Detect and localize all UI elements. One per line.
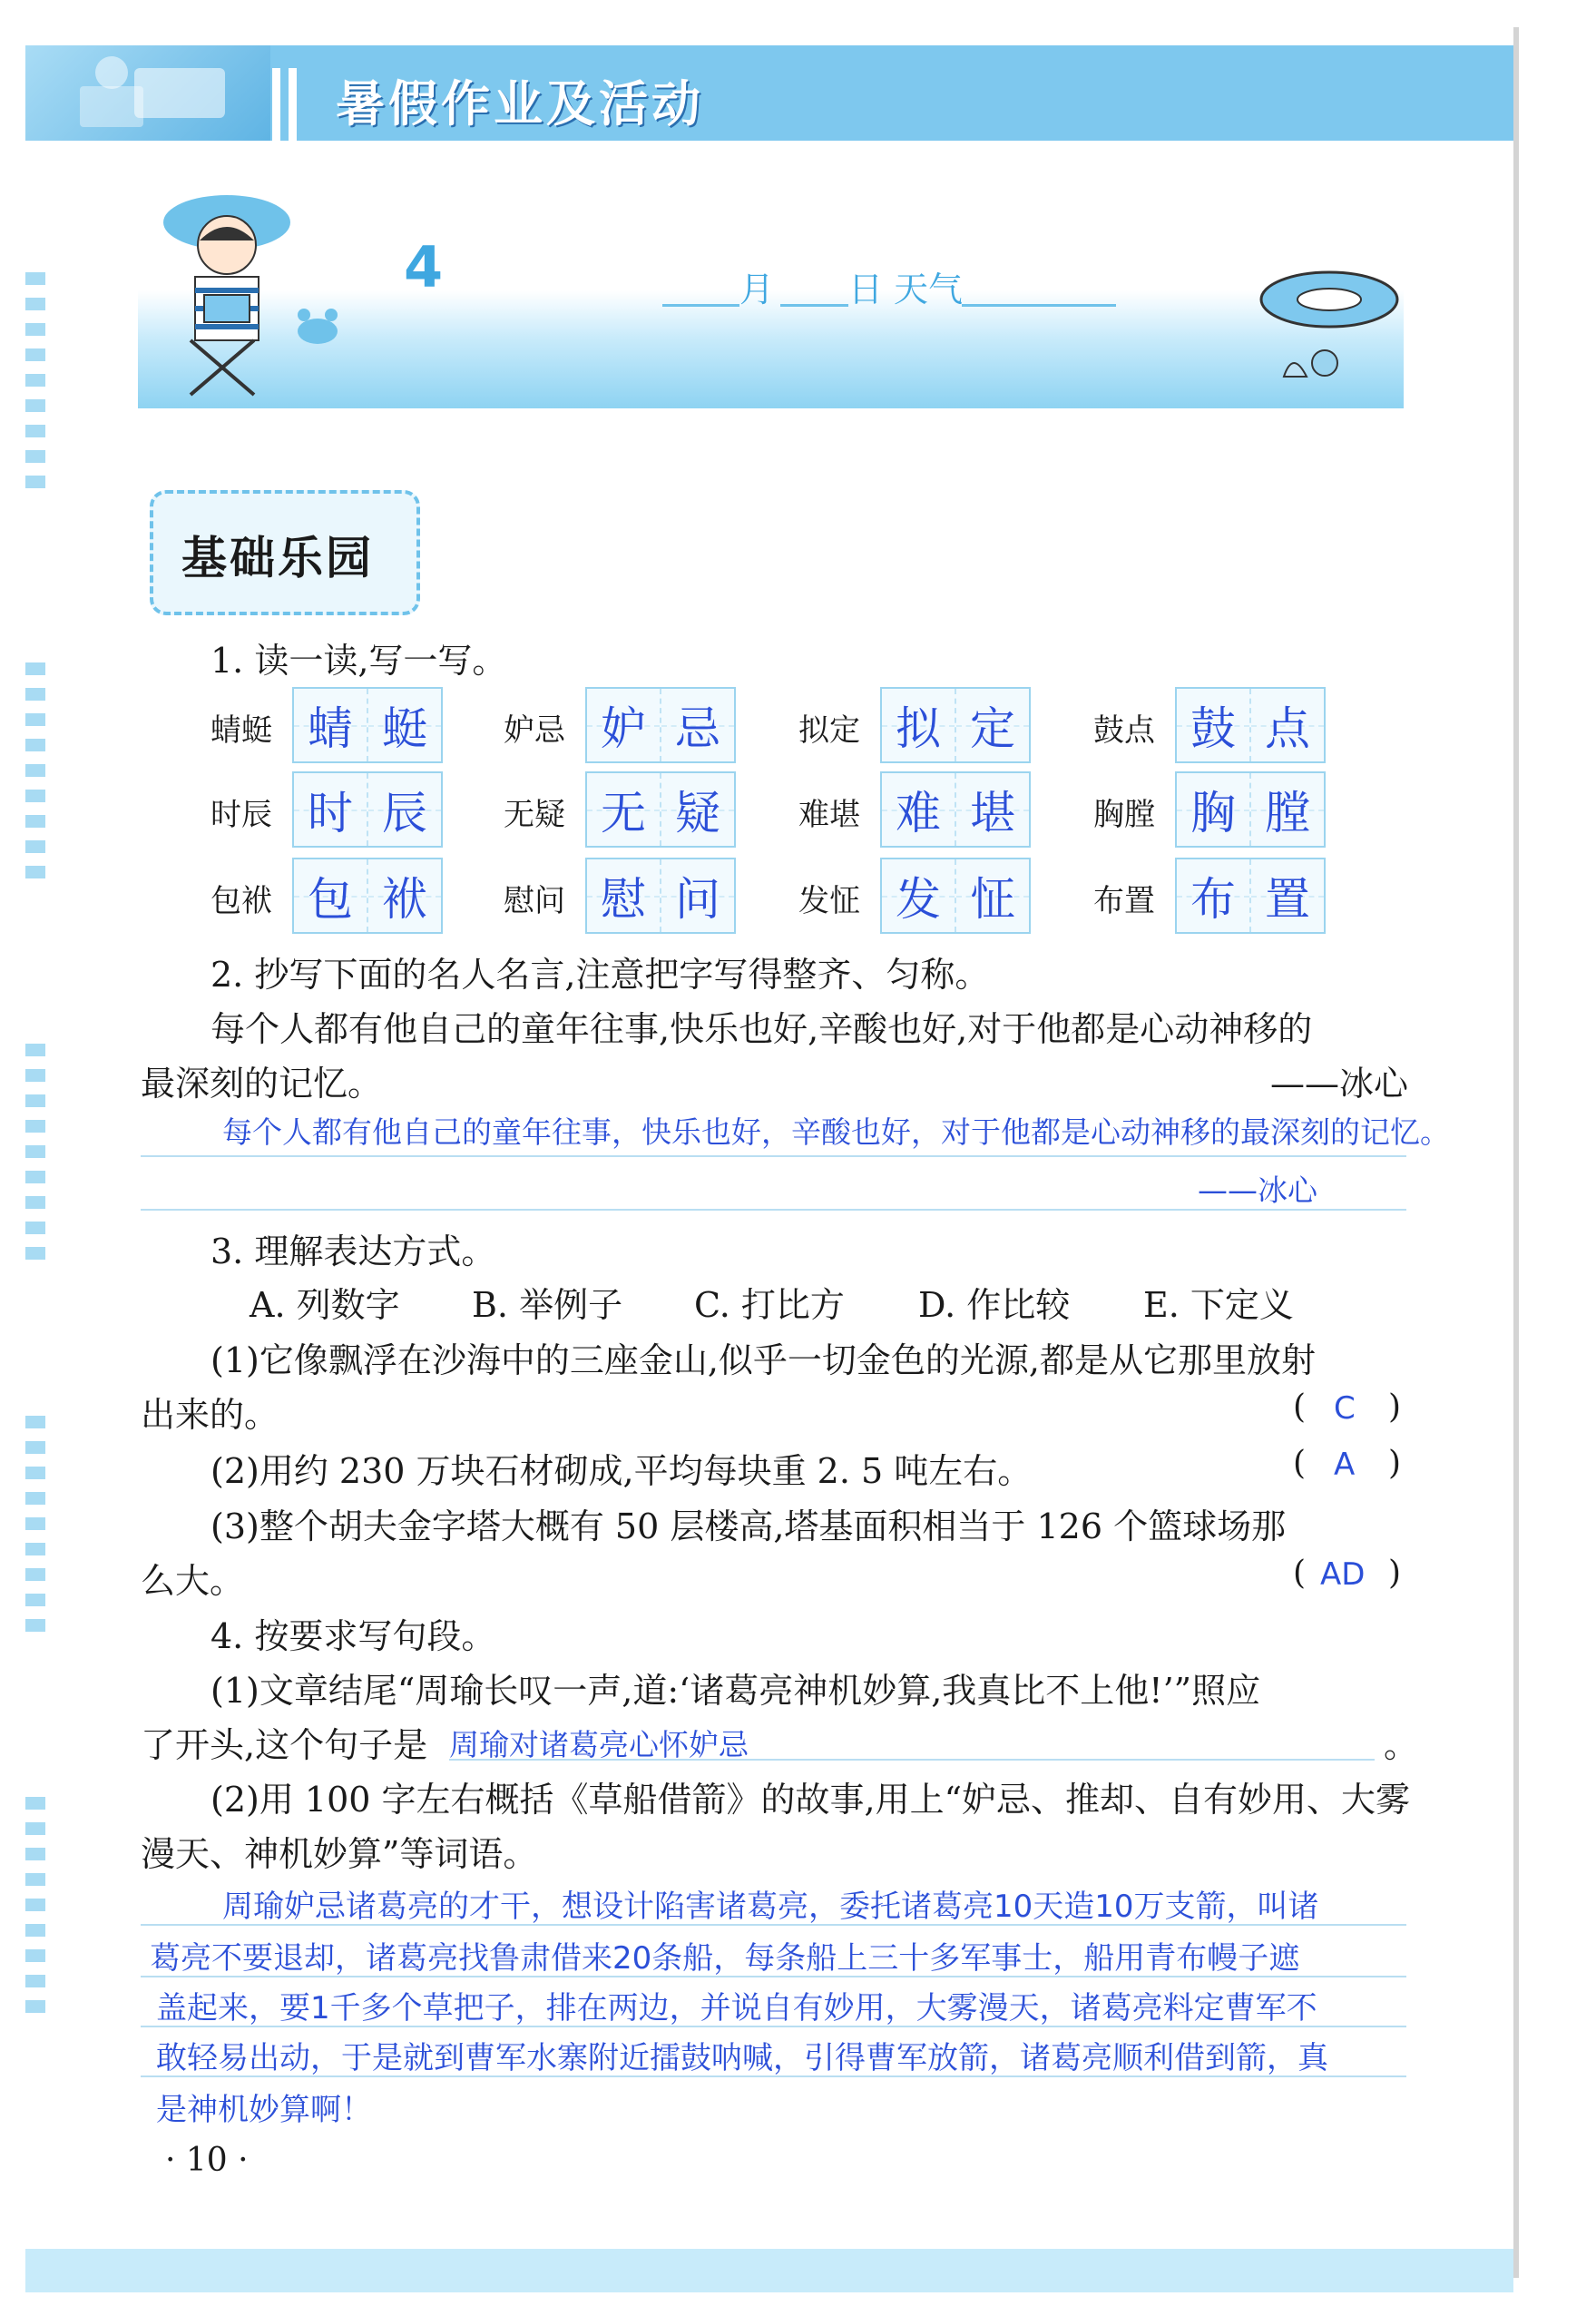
lesson-number: 4 (404, 234, 444, 300)
writing-grid[interactable] (880, 858, 1031, 934)
grid-cell[interactable] (587, 689, 661, 761)
margin-decoration (25, 272, 45, 490)
q3-item-1-answer[interactable]: C (1334, 1390, 1356, 1427)
grid-cell[interactable] (956, 773, 1029, 846)
written-character: 置 (1265, 873, 1310, 926)
q3-item-1-line-1: (1)它像飘浮在沙海中的三座金山,似乎一切金色的光源,都是从它那里放射 (211, 1340, 1316, 1380)
writing-grid[interactable] (1175, 687, 1326, 763)
month-label: 月 (739, 270, 775, 309)
written-character: 发 (896, 873, 941, 926)
page-title: 暑假作业及活动 (336, 75, 704, 132)
grid-cell[interactable] (368, 689, 441, 761)
written-character: 怔 (970, 873, 1015, 926)
q4-item-1-answer[interactable]: 周瑜对诸葛亮心怀妒忌 (449, 1727, 749, 1762)
grid-cell[interactable] (661, 689, 734, 761)
written-character: 膛 (1265, 787, 1310, 839)
quote-author: ——冰心 (1270, 1064, 1409, 1104)
word-label: 难堪 (798, 797, 860, 833)
writing-grid[interactable] (585, 771, 736, 848)
word-label: 鼓点 (1093, 712, 1155, 749)
copy-answer-author[interactable]: ——冰心 (1198, 1173, 1317, 1208)
grid-cell[interactable] (1251, 689, 1324, 761)
written-character: 忌 (675, 702, 720, 755)
summary-answer-line[interactable]: 盖起来，要1千多个草把子，排在两边，并说自有妙用，大雾漫天，诸葛亮料定曹军不 (156, 1990, 1317, 2026)
summary-answer-line[interactable]: 葛亮不要退却，诸葛亮找鲁肃借来20条船，每条船上三十多军事士，船用青布幔子遮 (150, 1940, 1300, 1977)
written-character: 堪 (970, 787, 1015, 839)
section-title: 基础乐园 (181, 532, 374, 584)
q3-item-1-line-2: 出来的。 (141, 1395, 279, 1435)
month-blank[interactable] (662, 304, 739, 307)
quote-line-1: 每个人都有他自己的童年往事,快乐也好,辛酸也好,对于他都是心动神移的 (211, 1009, 1313, 1049)
grid-cell[interactable] (368, 773, 441, 846)
q4-item-1-line-2: 了开头,这个句子是 (141, 1725, 428, 1765)
grid-cell[interactable] (587, 859, 661, 932)
written-character: 袱 (382, 873, 427, 926)
grid-cell[interactable] (1251, 773, 1324, 846)
writing-grid[interactable] (1175, 771, 1326, 848)
writing-line (141, 1209, 1406, 1211)
margin-decoration (25, 1797, 45, 2015)
question-2-title: 2. 抄写下面的名人名言,注意把字写得整齐、匀称。 (211, 955, 990, 995)
writing-grid[interactable] (880, 687, 1031, 763)
written-character: 胸 (1190, 787, 1236, 839)
writing-line (141, 2075, 1406, 2077)
grid-cell[interactable] (1177, 859, 1251, 932)
written-character: 蜻 (308, 702, 353, 755)
writing-line (449, 1759, 1375, 1761)
grid-cell[interactable] (587, 773, 661, 846)
weather-label: 天气 (894, 270, 964, 309)
written-character: 疑 (675, 787, 720, 839)
lifebuoy-icon (1257, 268, 1402, 331)
writing-grid[interactable] (1175, 858, 1326, 934)
writing-line (141, 1155, 1406, 1157)
q3-item-3-line-1: (3)整个胡夫金字塔大概有 50 层楼高,塔基面积相当于 126 个篮球场那 (211, 1506, 1287, 1546)
written-character: 无 (601, 787, 646, 839)
word-label: 胸膛 (1093, 797, 1155, 833)
q3-item-2-line-1: (2)用约 230 万块石材砌成,平均每块重 2. 5 吨左右。 (211, 1451, 1033, 1491)
grid-cell[interactable] (1177, 689, 1251, 761)
child-reading-icon (154, 186, 295, 404)
writing-grid[interactable] (292, 858, 443, 934)
margin-decoration (25, 662, 45, 880)
word-label: 拟定 (798, 712, 860, 749)
answer-paren-close: ) (1388, 1445, 1402, 1482)
shells-icon (1279, 340, 1343, 381)
written-character: 妒 (601, 702, 646, 755)
word-label: 发怔 (798, 883, 860, 919)
grid-cell[interactable] (956, 689, 1029, 761)
written-character: 定 (970, 702, 1015, 755)
page-edge-shadow (1513, 27, 1519, 2278)
writing-line (141, 1976, 1406, 1977)
summary-answer-line[interactable]: 周瑜妒忌诸葛亮的才干，想设计陷害诸葛亮，委托诸葛亮10天造10万支箭，叫诸 (222, 1889, 1319, 1925)
desk-illustration-icon (25, 45, 270, 141)
word-label: 慰问 (504, 883, 565, 919)
grid-cell[interactable] (294, 689, 368, 761)
question-4-title: 4. 按要求写句段。 (211, 1616, 496, 1656)
written-character: 问 (675, 873, 720, 926)
summary-answer-line[interactable]: 敢轻易出动，于是就到曹军水寨附近擂鼓呐喊，引得曹军放箭，诸葛亮顺利借到箭，真 (156, 2040, 1328, 2076)
quote-line-2: 最深刻的记忆。 (141, 1064, 383, 1104)
grid-cell[interactable] (956, 859, 1029, 932)
crab-icon (281, 304, 354, 358)
grid-cell[interactable] (1177, 773, 1251, 846)
written-character: 拟 (896, 702, 941, 755)
word-label: 妒忌 (504, 712, 565, 749)
word-label: 布置 (1093, 883, 1155, 919)
copy-answer-line[interactable]: 每个人都有他自己的童年往事，快乐也好，辛酸也好，对于他都是心动神移的最深刻的记忆。 (222, 1114, 1450, 1150)
writing-grid[interactable] (585, 687, 736, 763)
q4-item-1-end: 。 (1384, 1725, 1419, 1765)
writing-grid[interactable] (292, 687, 443, 763)
margin-decoration (25, 1416, 45, 1634)
answer-paren-open: ( (1293, 1555, 1307, 1592)
question-1-title: 1. 读一读,写一写。 (211, 641, 507, 681)
header-divider (289, 68, 297, 141)
answer-paren-close: ) (1388, 1555, 1402, 1592)
summary-answer-line[interactable]: 是神机妙算啊！ (156, 2092, 372, 2128)
grid-cell[interactable] (661, 859, 734, 932)
written-character: 布 (1190, 873, 1236, 926)
day-blank[interactable] (780, 304, 848, 307)
page-number: · 10 · (165, 2142, 249, 2179)
grid-cell[interactable] (1251, 859, 1324, 932)
written-character: 辰 (382, 787, 427, 839)
option-a: A. 列数字 (250, 1285, 400, 1325)
written-character: 难 (896, 787, 941, 839)
written-character: 蜓 (382, 702, 427, 755)
option-c: C. 打比方 (694, 1285, 845, 1325)
option-d: D. 作比较 (918, 1285, 1071, 1325)
grid-cell[interactable] (661, 773, 734, 846)
writing-grid[interactable] (292, 771, 443, 848)
written-character: 时 (308, 787, 353, 839)
grid-cell[interactable] (294, 773, 368, 846)
word-label: 无疑 (504, 797, 565, 833)
q4-item-1-line-1: (1)文章结尾“周瑜长叹一声,道:‘诸葛亮神机妙算,我真比不上他!’”照应 (211, 1671, 1261, 1711)
day-label: 日 (848, 270, 884, 309)
q4-item-2-line-1: (2)用 100 字左右概括《草船借箭》的故事,用上“妒忌、推却、自有妙用、大雾 (211, 1780, 1411, 1820)
writing-grid[interactable] (880, 771, 1031, 848)
writing-line (141, 2026, 1406, 2027)
question-3-title: 3. 理解表达方式。 (211, 1232, 496, 1271)
grid-cell[interactable] (882, 689, 956, 761)
option-b: B. 举例子 (472, 1285, 623, 1325)
header-divider (272, 68, 280, 141)
word-label: 蜻蜓 (211, 712, 272, 749)
option-e: E. 下定义 (1143, 1285, 1294, 1325)
grid-cell[interactable] (294, 859, 368, 932)
answer-paren-open: ( (1293, 1389, 1307, 1426)
written-character: 慰 (601, 873, 646, 926)
header-decoration (25, 45, 270, 141)
weather-blank[interactable] (962, 304, 1116, 307)
footer-band (25, 2249, 1513, 2292)
grid-cell[interactable] (882, 859, 956, 932)
q3-item-3-answer[interactable]: AD (1320, 1556, 1366, 1593)
word-label: 时辰 (211, 797, 272, 833)
written-character: 点 (1265, 702, 1310, 755)
written-character: 包 (308, 873, 353, 926)
written-character: 鼓 (1190, 702, 1236, 755)
writing-grid[interactable] (585, 858, 736, 934)
grid-cell[interactable] (368, 859, 441, 932)
answer-paren-open: ( (1293, 1445, 1307, 1482)
q3-item-2-answer[interactable]: A (1334, 1447, 1356, 1483)
writing-line (141, 1924, 1406, 1926)
margin-decoration (25, 1044, 45, 1261)
answer-paren-close: ) (1388, 1389, 1402, 1426)
grid-cell[interactable] (882, 773, 956, 846)
word-label: 包袱 (211, 883, 272, 919)
q3-item-3-line-2: 么大。 (141, 1561, 245, 1601)
q4-item-2-line-2: 漫天、神机妙算”等词语。 (141, 1834, 538, 1874)
